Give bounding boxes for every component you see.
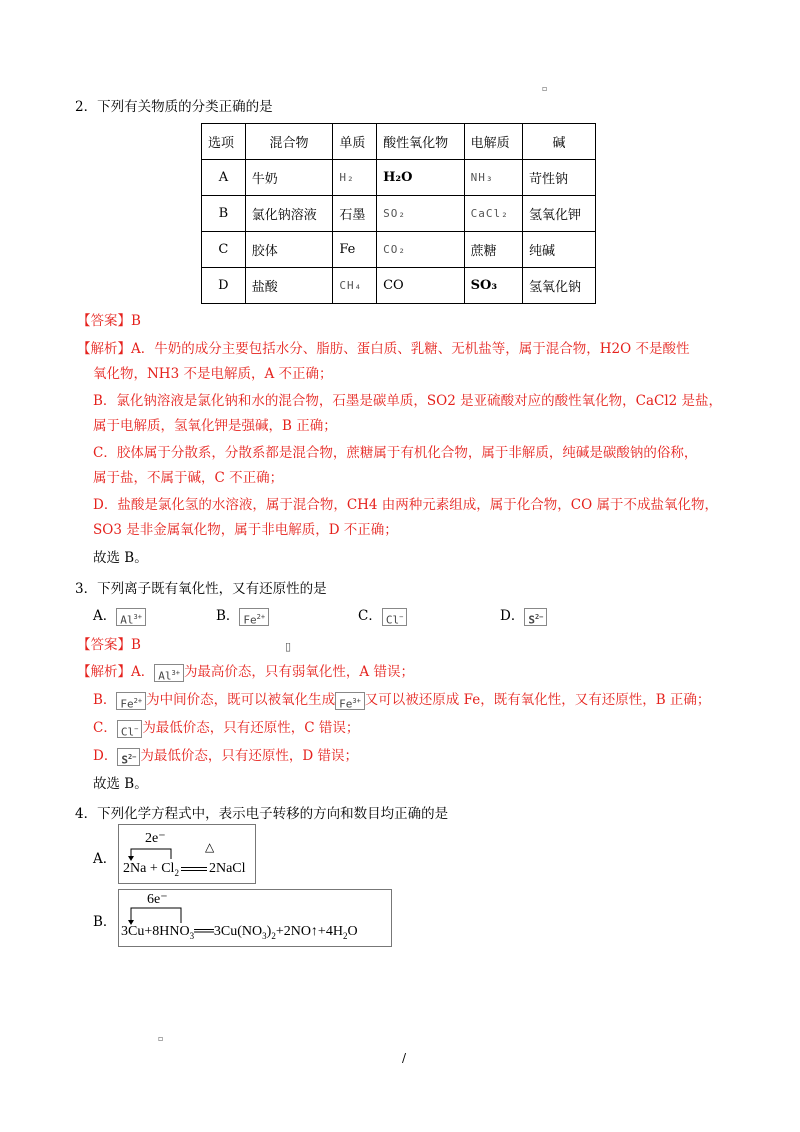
table-cell: CH₄ [333, 268, 377, 304]
table-cell: 氢氧化钾 [523, 196, 596, 232]
table-cell: 蔗糖 [464, 232, 522, 268]
ion-al3-icon: $Al^{3+}$ [116, 608, 146, 626]
table-cell: CaCl₂ [464, 196, 522, 232]
q2-analysis-line: 属于盐，不属于碱，C 不正确； [93, 470, 284, 486]
table-row [202, 160, 596, 196]
equation-a-text: $2Na + Cl_2$ 2NaCl [123, 861, 246, 878]
ion-cl-icon: Cl− [382, 608, 407, 626]
q2-analysis-line: 氧化物，NH3 不是电解质，A 不正确； [93, 366, 333, 382]
table-cell: NH₃ [464, 160, 522, 196]
table-cell: SO₂ [377, 196, 465, 232]
table-row [202, 196, 596, 232]
q3-option-c [358, 606, 407, 626]
q2-analysis-line: 【解析】A．牛奶的成分主要包括水分、脂肪、蛋白质、乳糖、无机盐等，属于混合物，H2O 不是酸性 [77, 341, 690, 357]
q2-number: 2． [75, 99, 98, 115]
table-header-cell: 碱 [523, 124, 596, 160]
q3-stem-text: 下列离子既有氧化性，又有还原性的是 [97, 581, 327, 597]
q3-option-d [500, 606, 547, 626]
ion-al3-icon: $Al^{3+}$ [154, 664, 184, 682]
q3-option-a [93, 606, 146, 626]
table-cell: 盐酸 [245, 268, 333, 304]
q3-choose: 故选 B。 [93, 776, 148, 792]
table-cell: CO₂ [377, 232, 465, 268]
table-cell: 苛性钠 [523, 160, 596, 196]
q4-option-a-letter: A． [93, 851, 117, 867]
table-header-cell: 混合物 [245, 124, 333, 160]
q2-analysis-line: SO3 是非金属氧化物，属于非电解质，D 不正确； [93, 522, 398, 538]
table-cell: B [202, 196, 246, 232]
electron-count: 2e⁻ [145, 831, 166, 846]
page-mark: ▫ [542, 84, 548, 93]
ion-s2-icon: $S^{2-}$ [524, 608, 547, 626]
ion-s2-icon: $S^{2-}$ [117, 748, 140, 766]
table-header-cell: 酸性氧化物 [377, 124, 465, 160]
table-cell: CO [377, 268, 465, 304]
ion-fe2-icon: $Fe^{2+}$ [239, 608, 269, 626]
table-cell: D [202, 268, 246, 304]
q3-analysis-d: D． $S^{2-}$ 为最低价态，只有还原性，D 错误； [93, 748, 359, 767]
option-letter: C． [358, 608, 382, 624]
q2-analysis-line: B．氯化钠溶液是氯化钠和水的混合物，石墨是碳单质，SO2 是亚硫酸对应的酸性氧化物，CaCl2 是盐， [93, 393, 723, 409]
table-cell: 石墨 [333, 196, 377, 232]
q2-answer: 【答案】B [77, 313, 141, 329]
table-row [202, 232, 596, 268]
q4-stem-text: 下列化学方程式中，表示电子转移的方向和数目均正确的是 [97, 806, 449, 822]
q2-analysis-line: C．胶体属于分散系，分散系都是混合物，蔗糖属于有机化合物，属于非解质，纯碱是碳酸钠的俗称， [93, 445, 698, 461]
q4-number: 4． [75, 806, 98, 822]
option-letter: D． [500, 608, 525, 624]
q3-number: 3． [75, 581, 98, 597]
table-cell: C [202, 232, 246, 268]
table-header-cell: 单质 [333, 124, 377, 160]
equation-b [118, 889, 392, 947]
q2-stem [75, 97, 273, 117]
table-header-cell: 选项 [202, 124, 246, 160]
equation-b-text: $3Cu+8HNO_3══3Cu(NO_3)_2+2NO↑+4H_2O$ [121, 924, 358, 941]
q4-option-b-letter: B． [93, 914, 117, 930]
q3-analysis-c: C． Cl− 为最低价态，只有还原性，C 错误； [93, 720, 360, 739]
table-cell: Fe [333, 232, 377, 268]
classification-table [201, 123, 596, 304]
table-header-row [202, 124, 596, 160]
q2-stem-text: 下列有关物质的分类正确的是 [97, 99, 273, 115]
table-header-cell: 电解质 [464, 124, 522, 160]
q3-analysis-a: 【解析】A． $Al^{3+}$ 为最高价态，只有弱氧化性，A 错误； [77, 664, 414, 683]
ion-cl-icon: Cl− [117, 720, 142, 738]
heat-condition-icon: △ [205, 840, 215, 854]
electron-count: 6e⁻ [147, 892, 168, 907]
page-number-slash: / [402, 1051, 407, 1065]
table-cell: H₂ [333, 160, 377, 196]
table-cell: H₂O [377, 160, 465, 196]
table-row [202, 268, 596, 304]
table-cell: A [202, 160, 246, 196]
equation-a [118, 824, 256, 884]
table-cell: SO₃ [464, 268, 522, 304]
answer-mark: ▯ [285, 640, 292, 653]
option-letter: B． [216, 608, 240, 624]
table-cell: 纯碱 [523, 232, 596, 268]
q3-option-b [216, 606, 269, 626]
q3-answer: 【答案】B [77, 637, 141, 653]
ion-fe3-icon: $Fe^{3+}$ [335, 692, 365, 710]
q2-analysis-line: 属于电解质，氢氧化钾是强碱，B 正确； [93, 418, 337, 434]
q3-stem [75, 579, 327, 599]
q2-analysis-line: D．盐酸是氯化氢的水溶液，属于混合物，CH4 由两种元素组成，属于化合物，CO 属于不成盐氧化物， [93, 497, 718, 513]
ion-fe2-icon: $Fe^{2+}$ [116, 692, 146, 710]
q3-analysis-b: B． $Fe^{2+}$ 为中间价态，既可以被氧化生成 $Fe^{3+}$ 又可以被还原成 Fe，既有氧化性，又有还原性，B 正确； [93, 692, 711, 711]
page-mark: ▫ [158, 1034, 164, 1043]
q2-choose: 故选 B。 [93, 550, 148, 566]
table-cell: 胶体 [245, 232, 333, 268]
table-cell: 牛奶 [245, 160, 333, 196]
q4-stem [75, 804, 448, 824]
table-cell: 氯化钠溶液 [245, 196, 333, 232]
table-cell: 氢氧化钠 [523, 268, 596, 304]
option-letter: A． [93, 608, 117, 624]
